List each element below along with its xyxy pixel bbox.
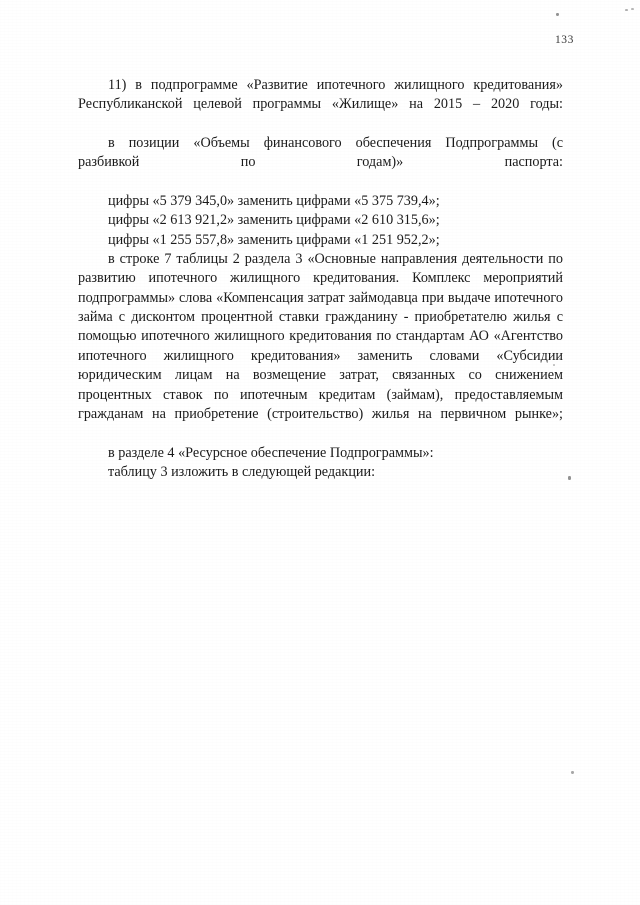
scan-speck: [553, 364, 555, 366]
paragraph-position-passport: в позиции «Объемы финансового обеспечения Подпрограммы (с разбивкой по годам)» паспорта:: [78, 135, 563, 171]
scan-speck: [571, 771, 574, 774]
scan-speck: [559, 358, 561, 360]
document-body: [78, 76, 563, 482]
paragraph-section-4: в разделе 4 «Ресурсное обеспечение Подпрограммы»:: [108, 444, 434, 461]
paragraph-main-amendment: в строке 7 таблицы 2 раздела 3 «Основные направления деятельности по развитию ипотечного жилищного кредитования. Комплекс мероприятий подпрограммы» слова «Компенсация затрат займодавца при выдаче ипотечного займа с дисконтом процентной ставки гражданину - приобретателю жилья с помощью ипотечного жилищного кредитования по стандартам АО «Агентство ипотечного жилищного кредитования» заменить словами «Субсидии юридическим лицам на возмещение затрат, связанных со снижением процентных ставок по ипотечным кредитам (займам), предоставляемым гражданам на приобретение (строительство) жилья на первичном рынке»;: [78, 251, 563, 422]
scan-speck: [625, 9, 628, 11]
scan-speck: [568, 476, 571, 480]
replacement-line-2: цифры «2 613 921,2» заменить цифрами «2 610 315,6»;: [108, 212, 440, 229]
paragraph-item-11: 11) в подпрограмме «Развитие ипотечного жилищного кредитования» Республиканской целевой программы «Жилище» на 2015 – 2020 годы:: [78, 77, 563, 113]
replacement-line-3: цифры «1 255 557,8» заменить цифрами «1 251 952,2»;: [108, 231, 440, 248]
replacement-line-1: цифры «5 379 345,0» заменить цифрами «5 375 739,4»;: [108, 193, 440, 210]
scan-speck: [556, 13, 559, 16]
page-number: 133: [554, 34, 574, 46]
paragraph-table-3: таблицу 3 изложить в следующей редакции:: [108, 463, 376, 480]
scan-speck: [631, 8, 634, 10]
